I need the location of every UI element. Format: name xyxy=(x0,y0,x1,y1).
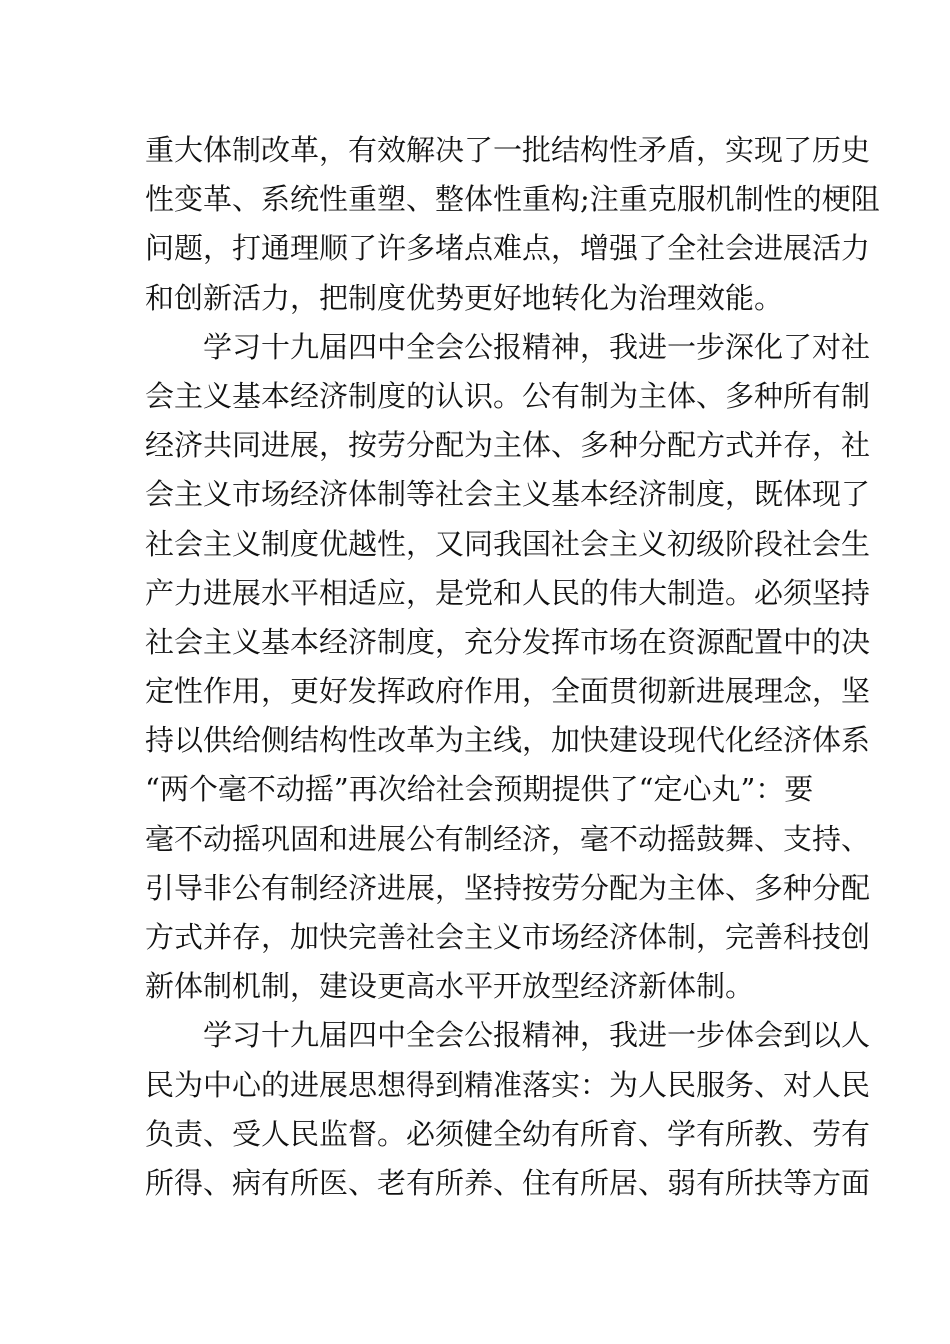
text-line: 和创新活力，把制度优势更好地转化为治理效能。 xyxy=(145,280,784,315)
text-line: 学习十九届四中全会公报精神，我进一步深化了对社 xyxy=(203,329,871,364)
paragraph-1 xyxy=(145,126,880,323)
text-line: 社会主义制度优越性，又同我国社会主义初级阶段社会生 xyxy=(145,526,871,561)
text-line: 民为中心的进展思想得到精准落实：为人民服务、对人民 xyxy=(145,1067,871,1102)
text-line: 重大体制改革，有效解决了一批结构性矛盾，实现了历史 xyxy=(145,133,871,167)
text-line: 产力进展水平相适应，是党和人民的伟大制造。必须坚持 xyxy=(145,575,871,610)
text-line: 新体制机制，建设更高水平开放型经济新体制。 xyxy=(145,969,755,1004)
text-line: 毫不动摇巩固和进展公有制经济，毫不动摇鼓舞、支持、 xyxy=(145,821,871,856)
text-line: 定性作用，更好发挥政府作用，全面贯彻新进展理念，坚 xyxy=(145,674,871,709)
text-line: 会主义基本经济制度的认识。公有制为主体、多种所有制 xyxy=(145,378,871,413)
text-line: 方式并存，加快完善社会主义市场经济体制，完善科技创 xyxy=(145,920,871,954)
text-line: 性变革、系统性重塑、整体性重构;注重克服机制性的梗阻 xyxy=(145,182,880,217)
document-body xyxy=(145,126,880,1208)
text-line: “两个毫不动摇”再次给社会预期提供了“定心丸”：要 xyxy=(145,772,814,807)
text-line: 负责、受人民监督。必须健全幼有所育、学有所教、劳有 xyxy=(145,1116,871,1151)
text-line: 所得、病有所医、老有所养、住有所居、弱有所扶等方面 xyxy=(145,1165,871,1200)
text-line: 会主义市场经济体制等社会主义基本经济制度，既体现了 xyxy=(145,477,871,512)
text-line: 引导非公有制经济进展，坚持按劳分配为主体、多种分配 xyxy=(145,870,871,905)
text-line: 学习十九届四中全会公报精神，我进一步体会到以人 xyxy=(203,1018,871,1053)
paragraph-2 xyxy=(145,323,871,1012)
text-line: 经济共同进展，按劳分配为主体、多种分配方式并存，社 xyxy=(145,428,871,463)
text-line: 持以供给侧结构性改革为主线，加快建设现代化经济体系 xyxy=(145,723,871,758)
text-line: 问题，打通理顺了许多堵点难点，增强了全社会进展活力 xyxy=(145,231,871,266)
text-line: 社会主义基本经济制度，充分发挥市场在资源配置中的决 xyxy=(145,624,871,659)
paragraph-3 xyxy=(145,1011,871,1208)
